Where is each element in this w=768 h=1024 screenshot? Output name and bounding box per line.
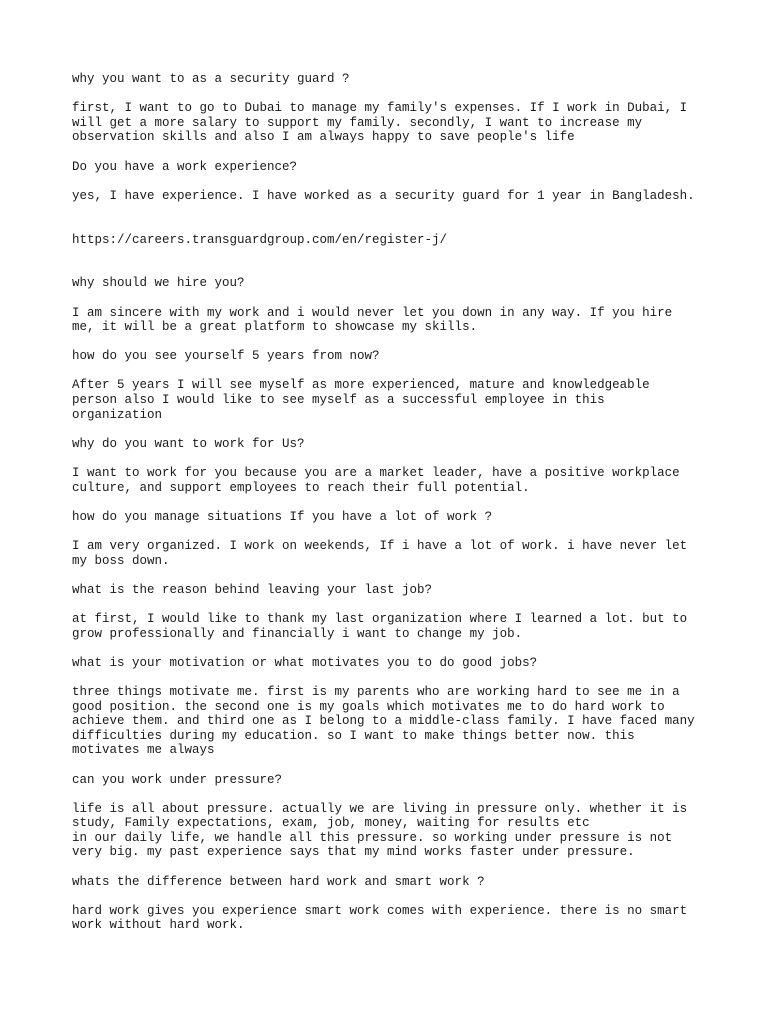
answer-text: at first, I would like to thank my last organization where I learned a lot. but to grow professionally and financially i want to change my job. — [72, 611, 688, 641]
answer-text: I am sincere with my work and i would never let you down in any way. If you hire me, it will be a great platform to showcase my skills. — [72, 305, 673, 335]
question-text: whats the difference between hard work and smart work ? — [72, 874, 485, 889]
question-text: what is the reason behind leaving your last job? — [72, 582, 433, 597]
answer-text: I am very organized. I work on weekends, If i have a lot of work. i have never let my boss down. — [72, 539, 688, 568]
question-text: Do you have a work experience? — [72, 159, 298, 174]
answer-text: three things motivate me. first is my parents who are working hard to see me in a good position. the second one is my goals which motivates me to do hard work to achieve them. and third one as I belong to a middle-class family. I have faced many difficulties during my education. so I want to make things better now. this motivates me always — [72, 684, 695, 758]
answer-text: After 5 years I will see myself as more experienced, mature and knowledgeable person also I would like to see myself as a successful employee in this organization — [72, 378, 650, 422]
question-text: why should we hire you? — [72, 276, 245, 291]
question-text: why you want to as a security guard ? — [72, 72, 350, 86]
question-text: what is your motivation or what motivates you to do good jobs? — [72, 655, 538, 670]
document-page — [72, 72, 712, 948]
register-link[interactable]: https://careers.transguardgroup.com/en/register-j/ — [72, 232, 448, 247]
answer-text: hard work gives you experience smart work comes with experience. there is no smart work without hard work. — [72, 903, 688, 933]
answer-text: life is all about pressure. actually we are living in pressure only. whether it is study, Family expectations, exam, job, money, waiting for results etc in our daily life, we handle all this pressure. so working under pressure is not very big. my past experience says that my mind works faster under pressure. — [72, 801, 688, 860]
question-text: how do you see yourself 5 years from now? — [72, 349, 380, 364]
question-text: why do you want to work for Us? — [72, 436, 305, 451]
question-text: how do you manage situations If you have a lot of work ? — [72, 509, 493, 524]
answer-text: I want to work for you because you are a market leader, have a positive workplace culture, and support employees to reach their full potential. — [72, 466, 680, 495]
answer-text: yes, I have experience. I have worked as a security guard for 1 year in Bangladesh. — [72, 188, 695, 203]
answer-text: first, I want to go to Dubai to manage my family's expenses. If I work in Dubai, I will get a more salary to support my family. secondly, I want to increase my observation skills and also I am always happy to save people's life — [72, 101, 688, 145]
question-text: can you work under pressure? — [72, 772, 283, 787]
